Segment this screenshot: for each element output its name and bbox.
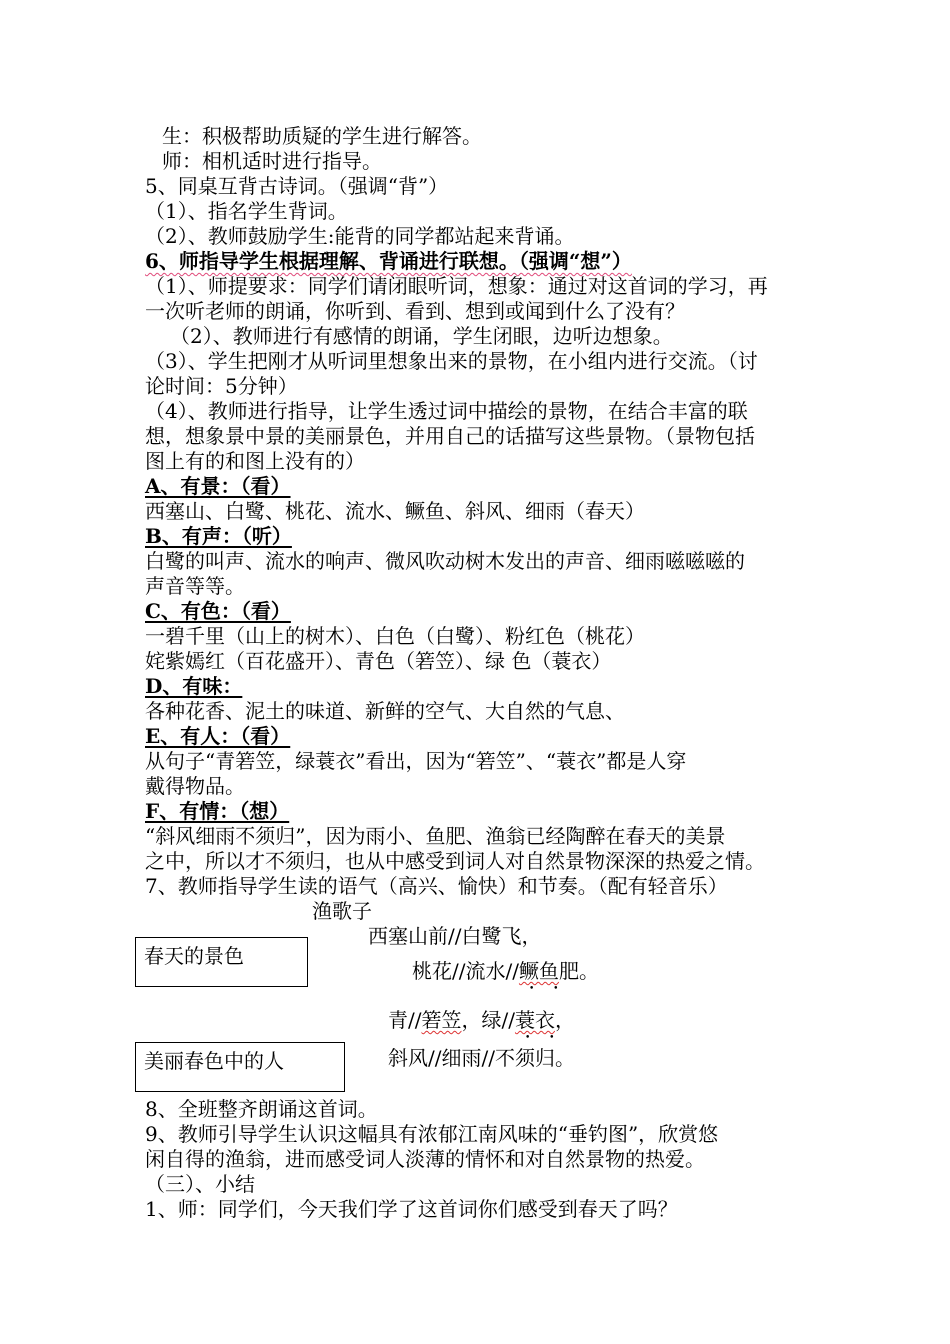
poem-line: 西塞山前//白鹭飞， <box>368 924 542 948</box>
text-line: 姹紫嫣红（百花盛开）、青色（箬笠）、绿 色（蓑衣） <box>145 649 612 673</box>
text-line: 想，想象景中景的美丽景色，并用自己的话描写这些景物。（景物包括 <box>145 424 755 448</box>
text-line: 各种花香、泥土的味道、新鲜的空气、大自然的气息、 <box>145 699 625 723</box>
text-line: 生：积极帮助质疑的学生进行解答。 <box>162 124 482 148</box>
poem-line: 青//箬笠，绿//蓑衣 • •， <box>388 1008 575 1032</box>
poem-line: 斜风//细雨//不须归。 <box>388 1046 575 1070</box>
text-line: 5、同桌互背古诗词。（强调“背”） <box>145 174 449 198</box>
text-line: 西塞山、白鹭、桃花、流水、鳜鱼、斜风、细雨（春天） <box>145 499 645 523</box>
emphasis-word: 鳜鱼 • • <box>519 959 559 983</box>
text-line: 之中，所以才不须归，也从中感受到词人对自然景物深深的热爱之情。 <box>145 849 765 873</box>
text-line: 声音等等。 <box>145 574 245 598</box>
text-line: 师：相机适时进行指导。 <box>162 149 382 173</box>
text-line: 8、全班整齐朗诵这首词。 <box>145 1097 378 1121</box>
text-line: 白鹭的叫声、流水的响声、微风吹动树木发出的声音、细雨嗞嗞嗞的 <box>145 549 745 573</box>
section-heading: 6、师指导学生根据理解、背诵进行联想。（强调“想”） <box>145 249 632 273</box>
text-line: 从句子“青箬笠，绿蓑衣”看出，因为“箬笠”、“蓑衣”都是人穿 <box>145 749 687 773</box>
subheading: C、有色：（看） <box>145 599 291 623</box>
poem-line: 桃花//流水//鳜鱼 • •肥。 <box>412 959 599 983</box>
label-box-people: 美丽春色中的人 <box>135 1042 345 1092</box>
subheading: E、有人：（看） <box>145 724 291 748</box>
text-line: 戴得物品。 <box>145 774 245 798</box>
text-line: 闲自得的渔翁，进而感受词人淡薄的情怀和对自然景物的热爱。 <box>145 1147 705 1171</box>
subheading: D、有味： <box>145 674 243 698</box>
text-line: “斜风细雨不须归”，因为雨小、鱼肥、渔翁已经陶醉在春天的美景 <box>145 824 726 848</box>
label-box-spring-scene: 春天的景色 <box>135 937 308 987</box>
text-line: 7、教师指导学生读的语气（高兴、愉快）和节奏。（配有轻音乐） <box>145 874 728 898</box>
text-line: 一碧千里（山上的树木）、白色（白鹭）、粉红色（桃花） <box>145 624 645 648</box>
text-line: 图上有的和图上没有的） <box>145 449 365 473</box>
emphasis-word: 蓑衣 • • <box>515 1008 555 1032</box>
emphasis-word: 箬笠 <box>421 1008 462 1032</box>
section-heading: （三）、小结 <box>145 1172 255 1196</box>
text-line: 9、教师引导学生认识这幅具有浓郁江南风味的“垂钓图”，欣赏悠 <box>145 1122 719 1146</box>
text-line: 1、师：同学们，今天我们学了这首词你们感受到春天了吗？ <box>145 1197 678 1221</box>
subheading: A、有景：（看） <box>145 474 291 498</box>
text-line: （3）、学生把刚才从听词里想象出来的景物，在小组内进行交流。（讨 <box>145 349 758 373</box>
text-line: （4）、教师进行指导，让学生透过词中描绘的景物，在结合丰富的联 <box>145 399 748 423</box>
text-line: （2）、教师鼓励学生:能背的同学都站起来背诵。 <box>145 224 575 248</box>
text-line: 论时间：5分钟） <box>145 374 298 398</box>
subheading: B、有声：（听） <box>145 524 292 548</box>
text-line: 一次听老师的朗诵，你听到、看到、想到或闻到什么了没有？ <box>145 299 685 323</box>
text-line: （1）、师提要求：同学们请闭眼听词，想象：通过对这首词的学习，再 <box>145 274 768 298</box>
text-line: （1）、指名学生背词。 <box>145 199 348 223</box>
subheading: F、有情：（想） <box>145 799 290 823</box>
text-line: （2）、教师进行有感情的朗诵，学生闭眼，边听边想象。 <box>170 324 673 348</box>
poem-title: 渔歌子 <box>312 899 372 923</box>
